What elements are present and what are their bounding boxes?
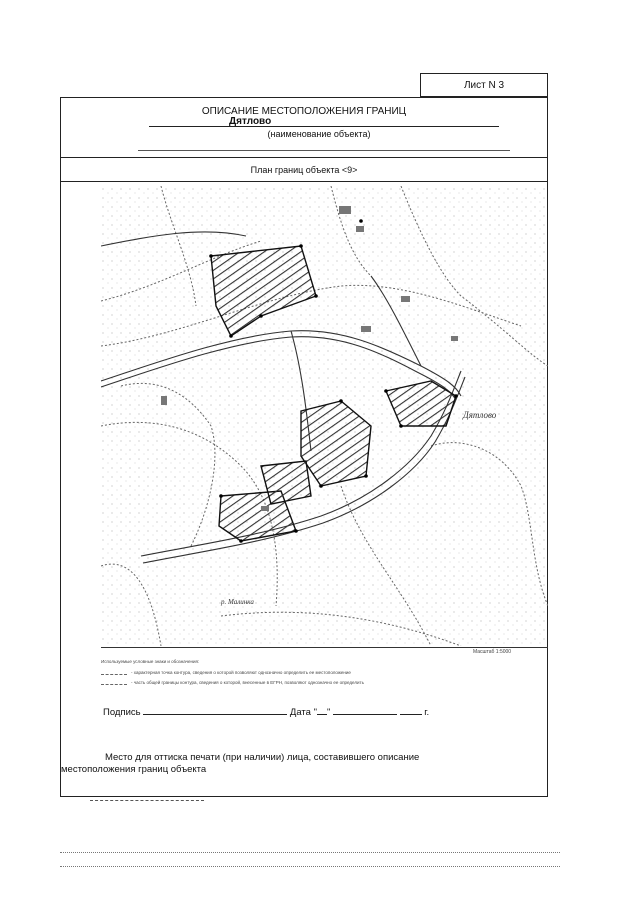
stamp-note-line2: местоположения границ объекта — [61, 764, 207, 775]
legend-text: - часть общей границы контура, сведения о которой, внесенные в ЕГРН, позволяют однозначно ее определить — [131, 680, 364, 685]
date-month-field[interactable] — [333, 705, 397, 715]
map-bottom-rule — [101, 647, 548, 648]
boundary-plan-map — [101, 186, 548, 646]
document-header — [61, 98, 547, 158]
legend-text: - характерная точка контура, сведения о которой позволяют однозначно определить ее местоположение — [131, 669, 351, 675]
legend-symbol — [101, 680, 127, 685]
sheet-number-label: Лист N 3 — [463, 79, 505, 91]
date-day-field[interactable] — [317, 705, 327, 715]
footnote-separator — [90, 800, 204, 801]
legend-intro: Используемые условные знаки и обозначения: — [101, 659, 200, 664]
legend-row — [101, 680, 401, 687]
document-frame — [60, 97, 548, 797]
legend-row — [101, 670, 401, 677]
sheet-number — [420, 73, 548, 97]
map-scale: Масштаб 1:5000 — [473, 649, 512, 655]
object-name-underline — [149, 126, 499, 127]
signature-label: Подпись — [103, 707, 141, 718]
plan-title-text: План границ объекта <9> — [250, 164, 358, 175]
page-divider — [60, 852, 560, 853]
stamp-note — [61, 752, 481, 776]
object-name: Дятлово — [229, 116, 272, 127]
date-quote: " — [326, 707, 331, 718]
date-year-field[interactable] — [400, 705, 422, 715]
signature-field[interactable] — [143, 705, 287, 715]
date-label: Дата " — [289, 707, 317, 718]
map-drawing — [101, 186, 548, 646]
map-legend — [101, 659, 401, 687]
legend-symbol — [101, 670, 127, 675]
page-divider — [60, 866, 560, 867]
header-rule — [138, 150, 510, 151]
signature-line — [103, 705, 429, 718]
map-label-river: р. Малинка — [221, 598, 254, 606]
object-name-caption: (наименование объекта) — [267, 129, 371, 139]
map-label-village: Дятлово — [463, 410, 497, 420]
year-suffix: г. — [424, 707, 430, 718]
plan-title — [61, 158, 547, 182]
stamp-note-line1: Место для оттиска печати (при наличии) лица, составившего описание — [105, 752, 420, 763]
document-title: ОПИСАНИЕ МЕСТОПОЛОЖЕНИЯ ГРАНИЦ — [201, 106, 407, 117]
